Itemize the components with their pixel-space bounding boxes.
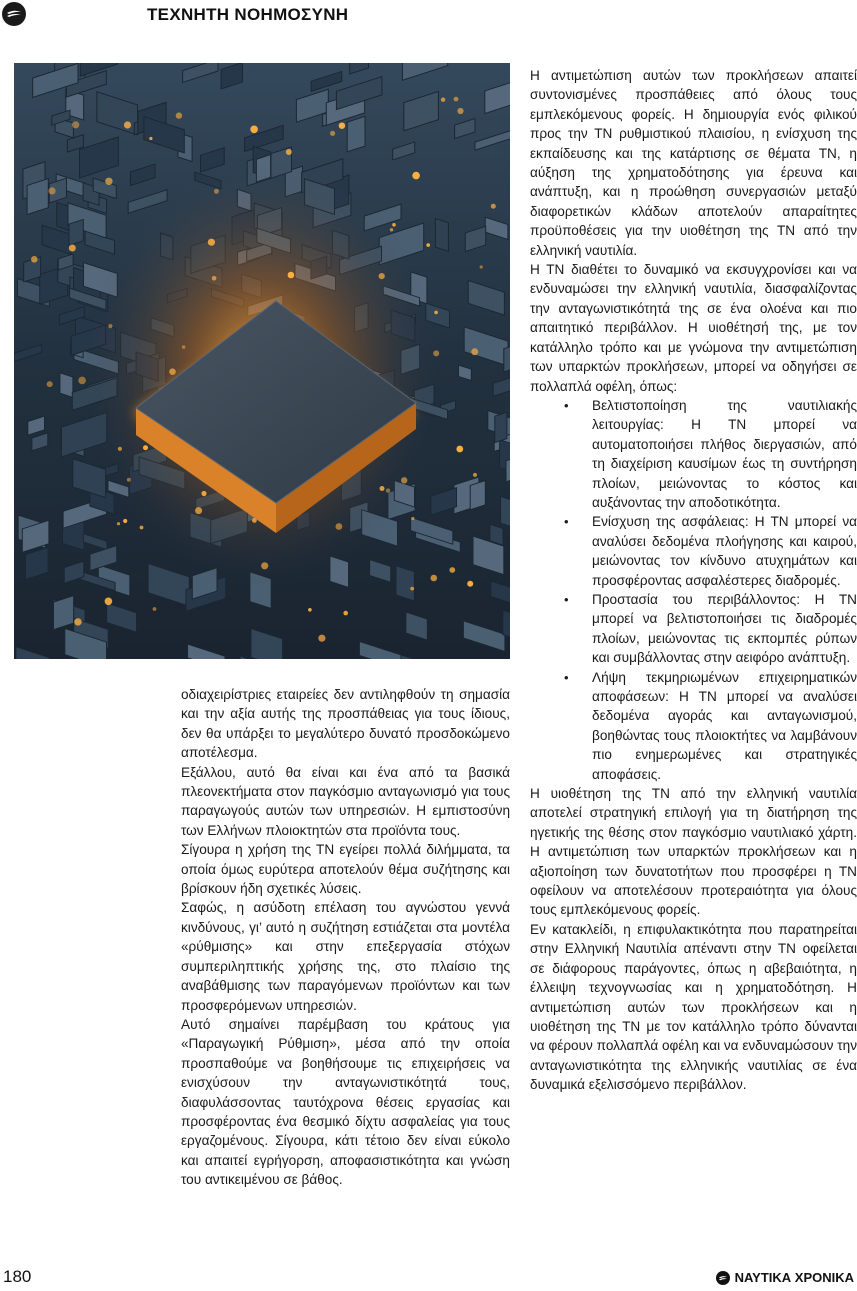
section-title: ΤΕΧΝΗΤΗ ΝΟΗΜΟΣΥΝΗ: [147, 5, 349, 24]
list-item: [530, 668, 857, 784]
glow-light: [149, 137, 152, 140]
glow-light: [143, 445, 148, 450]
glow-light: [308, 608, 312, 612]
paragraph: Η αντιμετώπιση αυτών των προκλήσεων απαιτεί συντονισμένες προσπάθειες από όλους τους εμπλεκόμενους φορείς. Η δημιουργία ενός φιλικού προς την ΤΝ ρυθμιστικού πλαισίου, η ενίσχυση της εκπαίδευσης και της κατάρτισης σε θέματα ΤΝ, η αύξηση της χρηματοδότησης για έρευνα και ανάπτυξη, και η προώθηση συνεργασιών μεταξύ διαφορετικών κλάδων αποτελούν απαραίτητες προϋποθέσεις για την υιοθέτηση της ΤΝ από την ελληνική ναυτιλία.: [530, 68, 857, 258]
glow-light: [441, 98, 445, 102]
glow-light: [47, 381, 53, 387]
benefits-list: [530, 396, 857, 784]
glow-light: [330, 131, 335, 136]
list-item-text: Ενίσχυση της ασφάλειας: Η ΤΝ μπορεί να αναλύσει δεδομένα πλοήγησης και καιρού, μειώνοντας τον κίνδυνο ατυχημάτων και προσφέροντας ασφαλέστερες διαδρομές.: [592, 514, 857, 588]
glow-light: [261, 562, 268, 569]
glow-light: [78, 377, 86, 385]
paragraph: Η υιοθέτηση της ΤΝ από την ελληνική ναυτιλία αποτελεί στρατηγική επιλογή για τη διατήρηση της ηγετικής της θέσης στον παγκόσμιο ναυτιλιακό χάρτη. Η αντιμετώπιση των υπαρκτών προκλήσεων και η αξιοποίηση των δυνατοτήτων που προσφέρει η ΤΝ οφείλουν να αποτελέσουν προτεραιότητα για όλους τους εμπλεκόμενους φορείς.: [530, 786, 857, 918]
glow-light: [401, 477, 407, 483]
glow-light: [456, 446, 463, 453]
paragraph: Αυτό σημαίνει παρέμβαση του κράτους για «Παραγωγική Ρύθμιση», μέσα από την οποία προσπαθούμε να βοηθήσουμε τις επιχειρήσεις να ενισχύσουν την ανταγωνιστικότητά τους, διαφυλάσσοντας ταυτόχρονα θέσεις εργασίας και προσφέροντας ένα θεσμικό δίχτυ ασφαλείας για τους εργαζομένους. Σίγουρα, κάτι τέτοιο δεν είναι εύκολο και απαιτεί εγρήγορση, αποφασιστικότητα και γνώση του αντικειμένου σε βάθος.: [181, 1016, 510, 1188]
list-item: [530, 396, 857, 512]
glow-light: [454, 97, 459, 102]
glow-light: [208, 239, 215, 246]
paragraph: Σαφώς, η ασύδοτη επέλαση του αγνώστου γεννά κινδύνους, γι’ αυτό η συζήτηση εστιάζεται στα μοντέλα «ρύθμισης» και στην επεξεργασία στόχων συμπεριληπτικής χρήσης της, στο πλαίσιο της αναβάθμισης των παραγόμενων προϊόντων και των προσφερόμενων υπηρεσιών.: [181, 900, 510, 1013]
list-item: [530, 590, 857, 668]
paragraph: Σίγουρα η χρήση της ΤΝ εγείρει πολλά διλήμματα, τα οποία όμως ευρύτερα αποτελούν θέμα συζήτησης και βρίσκουν ήδη σχετικές λύσεις.: [181, 842, 510, 897]
magazine-logo-icon: [2, 2, 26, 26]
glow-light: [434, 311, 438, 315]
glow-light: [449, 567, 455, 573]
glow-light: [433, 350, 439, 356]
bullet-icon: •: [564, 514, 569, 530]
glow-light: [153, 607, 157, 611]
glow-light: [457, 108, 463, 114]
glow-light: [48, 187, 55, 194]
glow-light: [390, 228, 393, 231]
glow-light: [380, 486, 385, 491]
footer-brand: [716, 1270, 854, 1285]
glow-light: [491, 204, 496, 209]
glow-light: [411, 517, 414, 520]
glow-light: [72, 121, 79, 128]
list-item-text: Προστασία του περιβάλλοντος: Η ΤΝ μπορεί να βελτιστοποιήσει τις διαδρομές πλοίων, μειώνοντας τις εκπομπές ρύπων και συμβάλλοντας στην αειφόρο ανάπτυξη.: [592, 591, 857, 666]
glow-light: [339, 123, 345, 129]
glow-light: [201, 491, 206, 496]
glow-light: [336, 523, 343, 530]
glow-light: [108, 324, 112, 328]
glow-light: [471, 348, 478, 355]
circuit-board-chip-photo: [14, 63, 510, 659]
paragraph: Η ΤΝ διαθέτει το δυναμικό να εκσυγχρονίσει και να ενδυναμώσει την ελληνική ναυτιλία, διασφαλίζοντας την ανταγωνιστικότητά της σε ένα ολοένα και πιο απαιτητικό περιβάλλον. Η υιοθέτησή της, με τον κατάλληλο τρόπο και με γνώμονα την αντιμετώπιση των υπαρκτών προκλήσεων, μπορεί να οδηγήσει σε πολλαπλά οφέλη, όπως:: [530, 262, 857, 394]
glow-light: [392, 223, 396, 227]
glow-light: [127, 478, 131, 482]
hero-image: [14, 63, 510, 659]
glow-light: [214, 189, 219, 194]
glow-light: [31, 256, 38, 263]
glow-light: [412, 172, 420, 180]
glow-light: [69, 245, 76, 252]
glow-light: [118, 447, 122, 451]
glow-light: [480, 265, 483, 268]
magazine-logo-icon: [716, 1271, 730, 1285]
paragraph: Εν κατακλείδι, η επιφυλακτικότητα που παρατηρείται στην Ελληνική Ναυτιλία απέναντι στην ΤΝ οφείλεται σε διάφορους παράγοντες, όπως η αβεβαιότητα, η έλλειψη τεχνογνωσίας και η χρηματοδότηση. Η αντιμετώπιση αυτών των προκλήσεων και η υιοθέτηση της ΤΝ με τον κατάλληλο τρόπο δύνανται να φέρουν πολλαπλά οφέλη και να ενδυναμώσουν την ανταγωνιστικότητα της ελληνικής ναυτιλίας σε ένα δυναμικά εξελισσόμενο περιβάλλον.: [530, 921, 857, 1093]
bullet-icon: •: [564, 669, 569, 685]
glow-light: [176, 112, 182, 118]
glow-light: [386, 488, 390, 492]
glow-light: [212, 276, 217, 281]
glow-light: [410, 587, 414, 591]
bullet-icon: •: [564, 397, 569, 413]
glow-light: [431, 575, 438, 582]
list-item-text: Βελτιστοποίηση της ναυτιλιακής λειτουργίας: Η ΤΝ μπορεί να αυτοματοποιήσει πλήθος διεργασιών, από τη διαχείριση καυσίμων έως τη συντήρηση πλοίων, μειώνοντας το κόστος και αυξάνοντας την αποδοτικότητα.: [592, 397, 857, 510]
glow-light: [426, 243, 430, 247]
glow-light: [250, 126, 258, 134]
glow-light: [467, 581, 473, 587]
glow-light: [318, 635, 325, 642]
glow-light: [140, 526, 144, 530]
glow-light: [105, 598, 113, 606]
bullet-icon: •: [564, 591, 569, 607]
glow-light: [124, 121, 131, 128]
right-text-column: [530, 66, 857, 1095]
left-text-column: [181, 685, 510, 1190]
brand-name: ΝΑΥΤΙΚΑ ΧΡΟΝΙΚΑ: [734, 1270, 854, 1285]
glow-light: [169, 368, 176, 375]
paragraph: οδιαχειρίστριες εταιρείες δεν αντιληφθούν τη σημασία και την αξία αυτής της προσπάθειας για τους ίδιους, δεν θα υπάρξει το μεγαλύτερο δυνατό προσδοκώμενο αποτέλεσμα.: [181, 687, 510, 761]
glow-light: [288, 272, 295, 279]
glow-light: [473, 473, 477, 477]
glow-light: [286, 149, 292, 155]
page-number: 180: [3, 1267, 32, 1286]
list-item: [530, 512, 857, 590]
glow-light: [123, 519, 127, 523]
glow-light: [379, 273, 385, 279]
list-item-text: Λήψη τεκμηριωμένων επιχειρηματικών αποφάσεων: Η ΤΝ μπορεί να αναλύσει δεδομένα αγοράς και ανταγωνισμού, βοηθώντας τους πλοιοκτήτες να λαμβάνουν πιο ενημερωμένες και στρατηγικές αποφάσεις.: [592, 669, 857, 782]
glow-light: [182, 345, 186, 349]
glow-light: [195, 507, 202, 514]
glow-light: [117, 522, 120, 525]
paragraph: Εξάλλου, αυτό θα είναι και ένα από τα βασικά πλεονεκτήματα στον παγκόσμιο ανταγωνισμό για τους παραγωγούς αυτών των υπηρεσιών. Η εμπιστοσύνη των Ελλήνων πλοιοκτητών στα προϊόντα τους.: [181, 764, 510, 838]
glow-light: [105, 178, 112, 185]
glow-light: [74, 618, 81, 625]
glow-light: [343, 611, 348, 616]
